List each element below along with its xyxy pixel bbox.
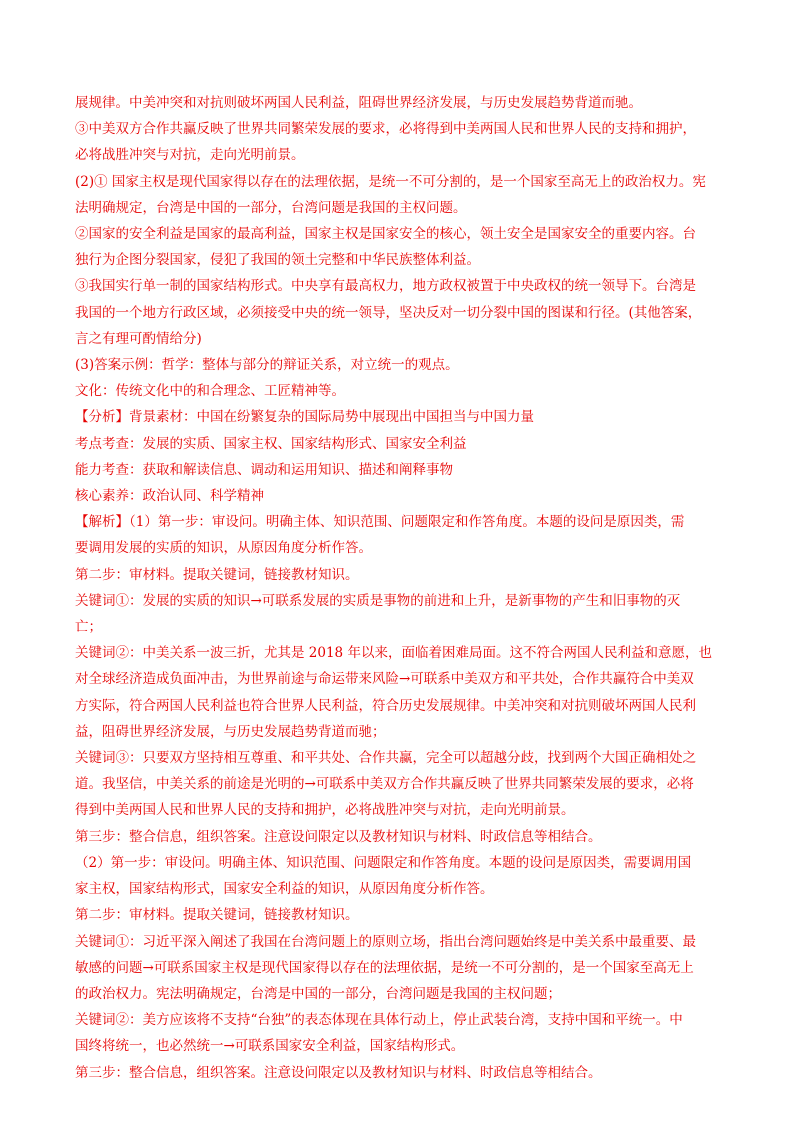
document-body	[75, 90, 728, 1086]
text-line: 亡；	[75, 619, 102, 636]
text-line: 【解析】（1）第一步：审设问。明确主体、知识范围、问题限定和作答角度。本题的设问是原因类，需	[75, 514, 685, 531]
text-line: 言之有理可酌情给分)	[75, 330, 202, 347]
text-line: 关键词②：中美关系一波三折，尤其是 2018 年以来，面临着困难局面。这不符合两国人民利益和意愿，也	[75, 645, 712, 662]
text-line: 考点考查：发展的实质、国家主权、国家结构形式、国家安全利益	[75, 435, 467, 452]
text-line: 敏感的问题→可联系国家主权是现代国家得以存在的法理依据，是统一不可分割的，是一个国家至高无上	[75, 959, 694, 976]
text-line: 第三步：整合信息，组织答案。注意设问限定以及教材知识与材料、时政信息等相结合。	[75, 828, 602, 845]
text-line: 关键词①：习近平深入阐述了我国在台湾问题上的原则立场，指出台湾问题始终是中美关系中最重要、最	[75, 933, 696, 950]
text-line: 国终将统一，也必然统一→可联系国家安全利益，国家结构形式。	[75, 1038, 465, 1055]
text-line: 独行为企图分裂国家，侵犯了我国的领土完整和中华民族整体利益。	[75, 252, 480, 269]
text-line: 的政治权力。宪法明确规定，台湾是中国的一部分，台湾问题是我国的主权问题；	[75, 985, 561, 1002]
text-line: (3)答案示例：哲学：整体与部分的辩证关系，对立统一的观点。	[75, 357, 459, 374]
text-line: 第二步：审材料。提取关键词，链接教材知识。	[75, 566, 359, 583]
text-line: 关键词③：只要双方坚持相互尊重、和平共处、合作共赢，完全可以超越分歧，找到两个大国正确相处之	[75, 750, 696, 767]
text-line: 道。我坚信，中美关系的前途是光明的→可联系中美双方合作共赢反映了世界共同繁荣发展的要求，必将	[75, 776, 694, 793]
text-line: 核心素养：政治认同、科学精神	[75, 488, 264, 505]
text-line: 关键词②：美方应该将不支持“台独”的表态体现在具体行动上，停止武装台湾，支持中国和平统一。中	[75, 1012, 683, 1029]
text-line: 第二步：审材料。提取关键词，链接教材知识。	[75, 907, 359, 924]
text-line: （2）第一步：审设问。明确主体、知识范围、问题限定和作答角度。本题的设问是原因类，需要调用国	[75, 854, 692, 871]
text-line: 展规律。中美冲突和对抗则破坏两国人民利益，阻碍世界经济发展，与历史发展趋势背道而驰。	[75, 95, 642, 111]
text-line: ②国家的安全利益是国家的最高利益，国家主权是国家安全的核心，领土安全是国家安全的重要内容。台	[75, 226, 696, 243]
text-line: 必将战胜冲突与对抗，走向光明前景。	[75, 147, 305, 164]
text-line: 家主权，国家结构形式，国家安全利益的知识，从原因角度分析作答。	[75, 881, 494, 898]
text-line: 要调用发展的实质的知识，从原因角度分析作答。	[75, 540, 372, 557]
text-line: 第三步：整合信息，组织答案。注意设问限定以及教材知识与材料、时政信息等相结合。	[75, 1064, 602, 1081]
text-line: 法明确规定，台湾是中国的一部分，台湾问题是我国的主权问题。	[75, 199, 467, 216]
text-line: 关键词①：发展的实质的知识→可联系发展的实质是事物的前进和上升，是新事物的产生和旧事物的灭	[75, 592, 681, 609]
text-line: 能力考查：获取和解读信息、调动和运用知识、描述和阐释事物	[75, 461, 453, 478]
text-line: ③中美双方合作共赢反映了世界共同繁荣发展的要求，必将得到中美两国人民和世界人民的支持和拥护，	[75, 121, 696, 138]
text-line: 益，阻碍世界经济发展，与历史发展趋势背道而驰；	[75, 723, 386, 740]
text-line: 方实际，符合两国人民利益也符合世界人民利益，符合历史发展规律。中美冲突和对抗则破坏两国人民利	[75, 697, 696, 714]
text-line: 【分析】背景素材：中国在纷繁复杂的国际局势中展现出中国担当与中国力量	[75, 409, 534, 426]
text-line: (2)① 国家主权是现代国家得以存在的法理依据，是统一不可分割的，是一个国家至高无上的政治权力。宪	[75, 173, 706, 190]
text-line: 对全球经济造成负面冲击，为世界前途与命运带来风险→可联系中美双方和平共处，合作共赢符合中美双	[75, 671, 694, 688]
text-line: 文化：传统文化中的和合理念、工匠精神等。	[75, 383, 345, 400]
text-line: ③我国实行单一制的国家结构形式。中央享有最高权力，地方政权被置于中央政权的统一领导下。台湾是	[75, 278, 696, 295]
text-line: 我国的一个地方行政区域，必须接受中央的统一领导，坚决反对一切分裂中国的图谋和行径。(其他答案，	[75, 304, 702, 321]
text-line: 得到中美两国人民和世界人民的支持和拥护，必将战胜冲突与对抗，走向光明前景。	[75, 802, 575, 819]
